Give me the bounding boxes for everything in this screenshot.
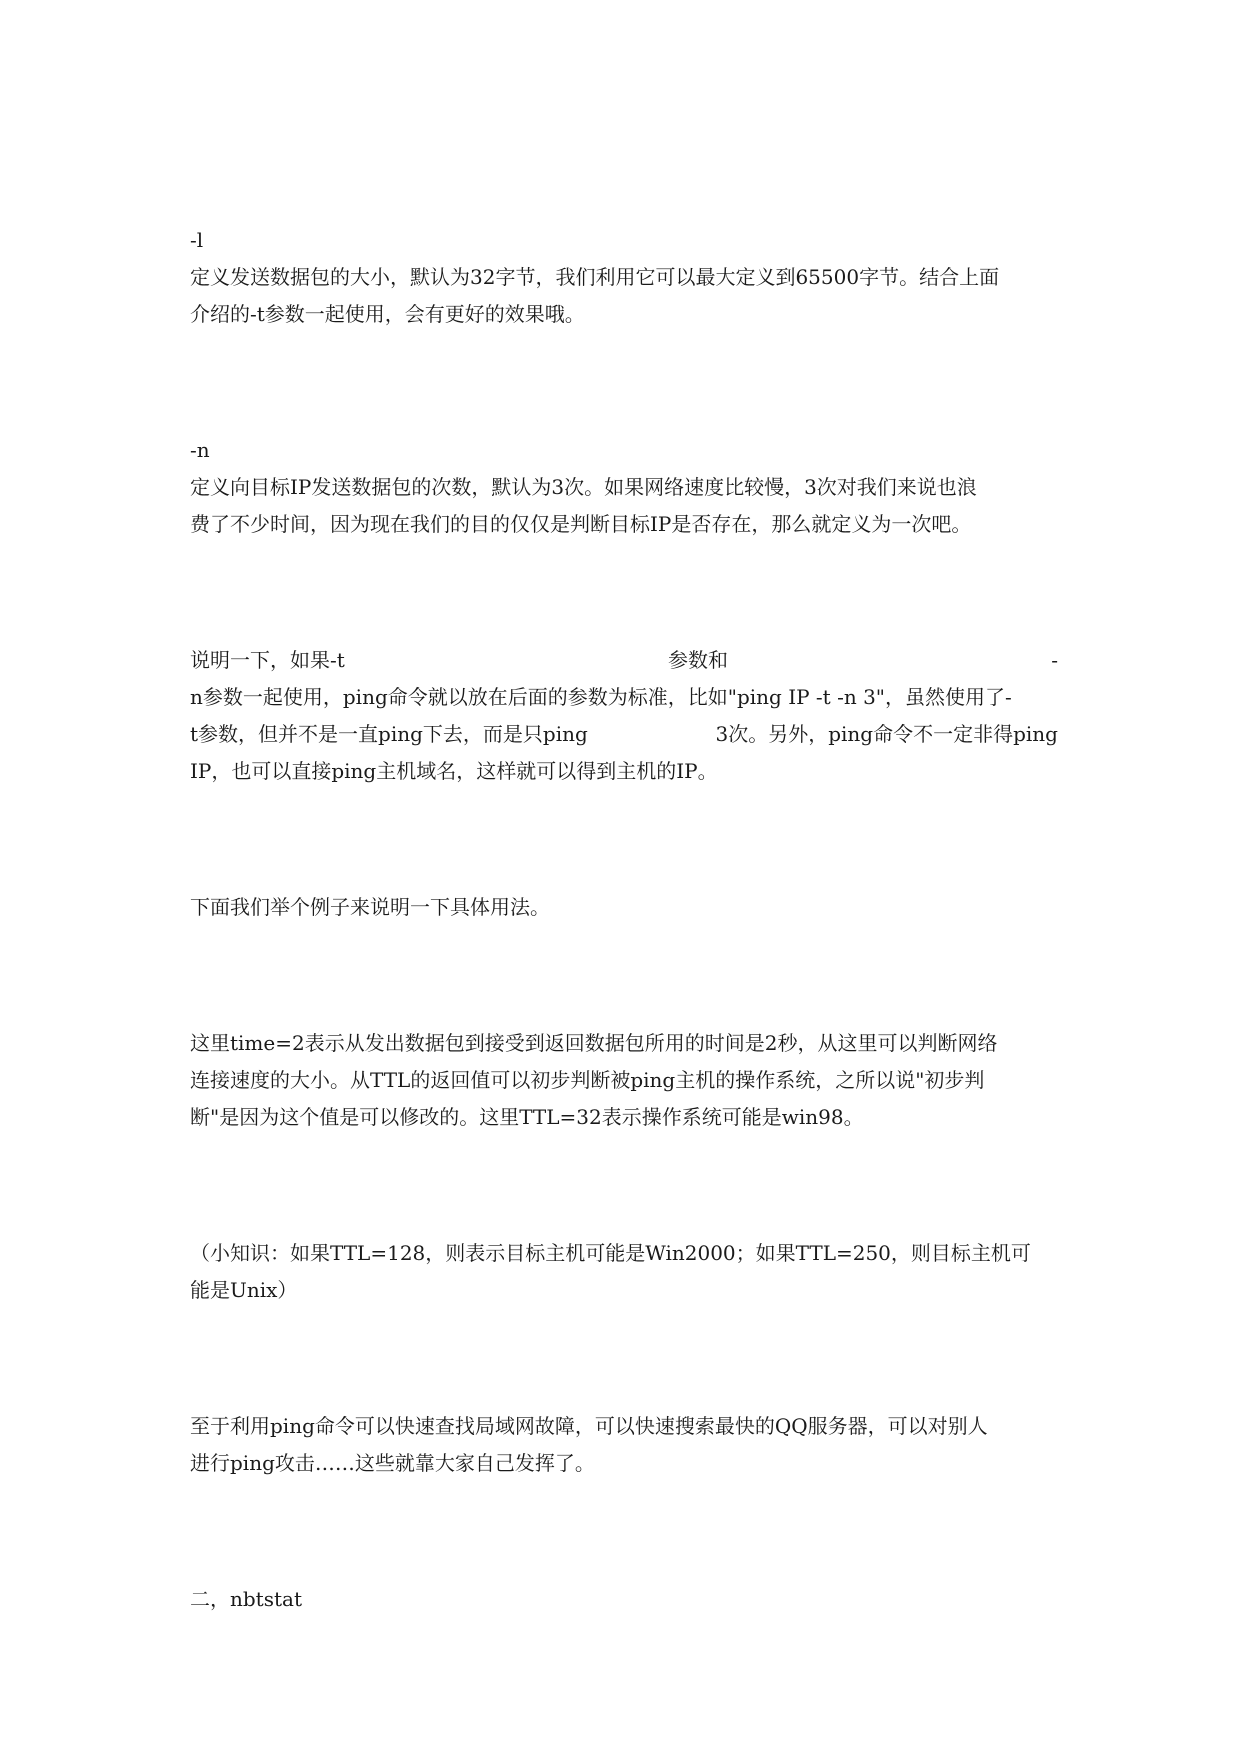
more-line-2: 进行ping攻击……这些就靠大家自己发挥了。 <box>190 1451 595 1475</box>
option-l-heading: -l <box>190 228 204 252</box>
option-n-desc-line-1: 定义向目标IP发送数据包的次数，默认为3次。如果网络速度比较慢，3次对我们来说也浪 <box>190 475 977 499</box>
note-line-2: n参数一起使用，ping命令就以放在后面的参数为标准，比如"ping IP -t -n 3"，虽然使用了- <box>190 685 1012 709</box>
explain-line-2: 连接速度的大小。从TTL的返回值可以初步判断被ping主机的操作系统，之所以说"初步判 <box>190 1068 985 1092</box>
tip-line-1: （小知识：如果TTL=128，则表示目标主机可能是Win2000；如果TTL=250，则目标主机可 <box>190 1241 1031 1265</box>
example-intro: 下面我们举个例子来说明一下具体用法。 <box>190 895 550 919</box>
note-line-3 <box>190 720 1058 748</box>
note-line-1 <box>190 646 1058 674</box>
option-n-desc-line-2: 费了不少时间，因为现在我们的目的仅仅是判断目标IP是否存在，那么就定义为一次吧。 <box>190 512 972 536</box>
option-l-desc-line-2: 介绍的-t参数一起使用，会有更好的效果哦。 <box>190 302 585 326</box>
option-n-heading: -n <box>190 438 210 462</box>
note-line-1-part-c: - <box>1051 648 1058 672</box>
tip-line-2: 能是Unix） <box>190 1278 298 1302</box>
note-line-4: IP，也可以直接ping主机域名，这样就可以得到主机的IP。 <box>190 759 718 783</box>
option-l-desc-line-1: 定义发送数据包的大小，默认为32字节，我们利用它可以最大定义到65500字节。结合上面 <box>190 265 1000 289</box>
note-line-1-part-b: 参数和 <box>668 648 729 672</box>
note-line-1-part-a: 说明一下，如果-t <box>190 648 345 672</box>
explain-line-3: 断"是因为这个值是可以修改的。这里TTL=32表示操作系统可能是win98。 <box>190 1105 864 1129</box>
more-line-1: 至于利用ping命令可以快速查找局域网故障，可以快速搜索最快的QQ服务器，可以对别人 <box>190 1414 988 1438</box>
note-line-3-part-b: 3次。另外，ping命令不一定非得ping <box>715 722 1058 746</box>
explain-line-1: 这里time=2表示从发出数据包到接受到返回数据包所用的时间是2秒，从这里可以判断网络 <box>190 1031 998 1055</box>
section-title: 二，nbtstat <box>190 1587 302 1611</box>
note-line-3-part-a: t参数，但并不是一直ping下去，而是只ping <box>190 722 588 746</box>
